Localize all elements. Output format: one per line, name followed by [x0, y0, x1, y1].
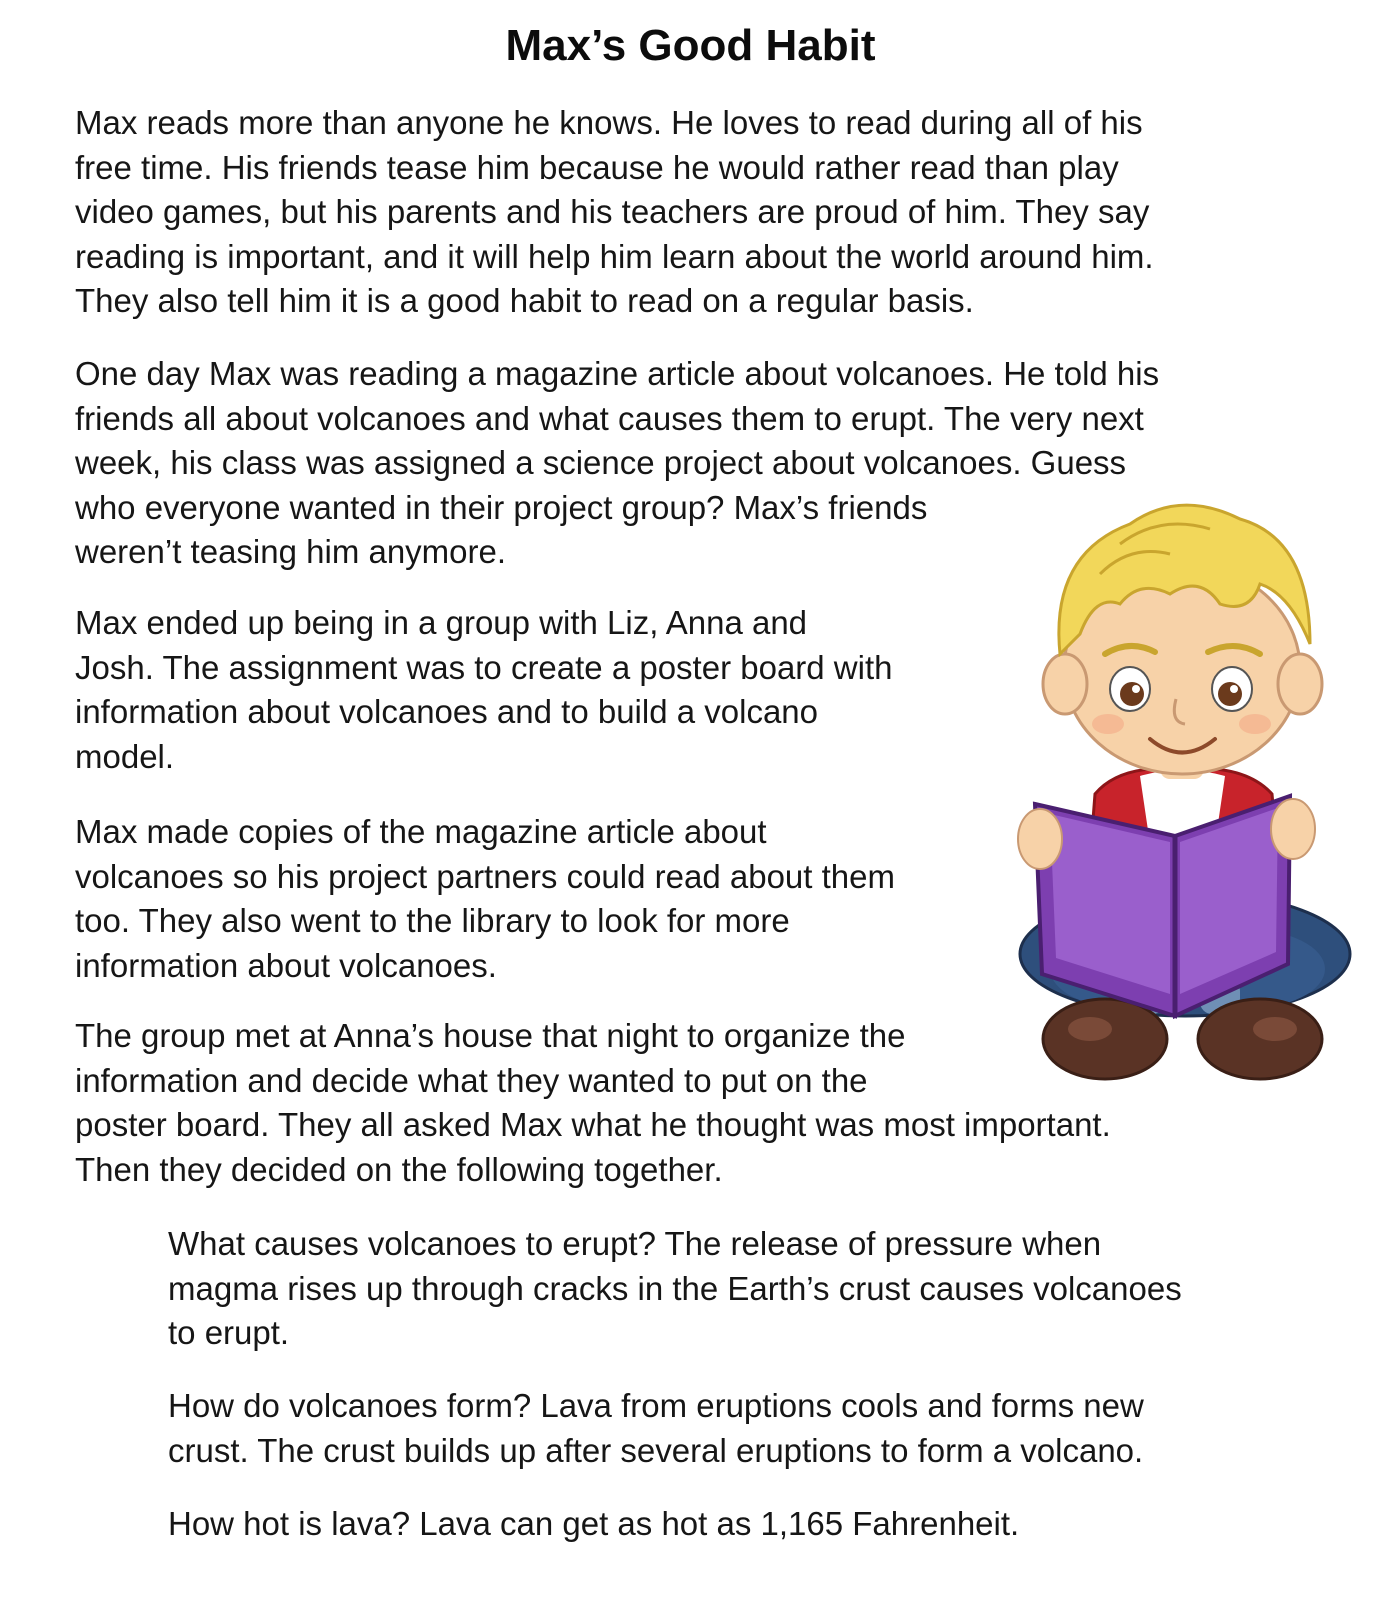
line: poster board. They all asked Max what he thought was most important. — [75, 1106, 1111, 1143]
line: What causes volcanoes to erupt? The release of pressure when — [168, 1225, 1102, 1262]
line: week, his class was assigned a science project about volcanoes. Guess — [75, 444, 1127, 481]
line: volcanoes so his project partners could read about them — [75, 857, 895, 895]
fact-paragraph-formation — [168, 1384, 1318, 1473]
boy-reading-book-illustration — [1010, 484, 1355, 1104]
story-paragraph-3 — [75, 601, 995, 779]
line: One day Max was reading a magazine article about volcanoes. He told his — [75, 355, 1160, 392]
fact-paragraph-eruption — [168, 1222, 1318, 1356]
line: Max made copies of the magazine article about — [75, 813, 767, 850]
line: The group met at Anna’s house that night to organize the — [75, 1017, 906, 1054]
line: free time. His friends tease him because he would rather read than play — [75, 148, 1119, 186]
line: Josh. The assignment was to create a poster board with — [75, 648, 893, 686]
line: who everyone wanted in their project group? Max’s friends — [75, 488, 928, 526]
line: Max reads more than anyone he knows. He loves to read during all of his — [75, 104, 1143, 141]
line: Max ended up being in a group with Liz, Anna and — [75, 604, 808, 641]
line: How hot is lava? Lava can get as hot as 1,165 Fahrenheit. — [168, 1505, 1020, 1542]
line: video games, but his parents and his teachers are proud of him. They say — [75, 193, 1150, 230]
line: crust. The crust builds up after several eruptions to form a volcano. — [168, 1431, 1144, 1469]
line: to erupt. — [168, 1314, 290, 1351]
line: magma rises up through cracks in the Earth’s crust causes volcanoes — [168, 1269, 1182, 1307]
line: information about volcanoes. — [75, 946, 497, 984]
story-paragraph-1 — [75, 101, 1305, 324]
line: information about volcanoes and to build a volcano — [75, 693, 818, 730]
line: Then they decided on the following together. — [75, 1150, 723, 1188]
line: They also tell him it is a good habit to read on a regular basis. — [75, 282, 974, 319]
line: information and decide what they wanted to put on the — [75, 1061, 868, 1099]
line: model. — [75, 737, 175, 775]
story-paragraph-4 — [75, 810, 995, 988]
line: reading is important, and it will help him learn about the world around him. — [75, 237, 1154, 275]
line: weren’t teasing him anymore. — [75, 533, 507, 570]
line: too. They also went to the library to look for more — [75, 902, 790, 939]
line: How do volcanoes form? Lava from eruptions cools and forms new — [168, 1387, 1144, 1424]
page-title: Max’s Good Habit — [505, 21, 876, 70]
fact-paragraph-lava-heat — [168, 1502, 1318, 1547]
line: friends all about volcanoes and what causes them to erupt. The very next — [75, 399, 1144, 437]
